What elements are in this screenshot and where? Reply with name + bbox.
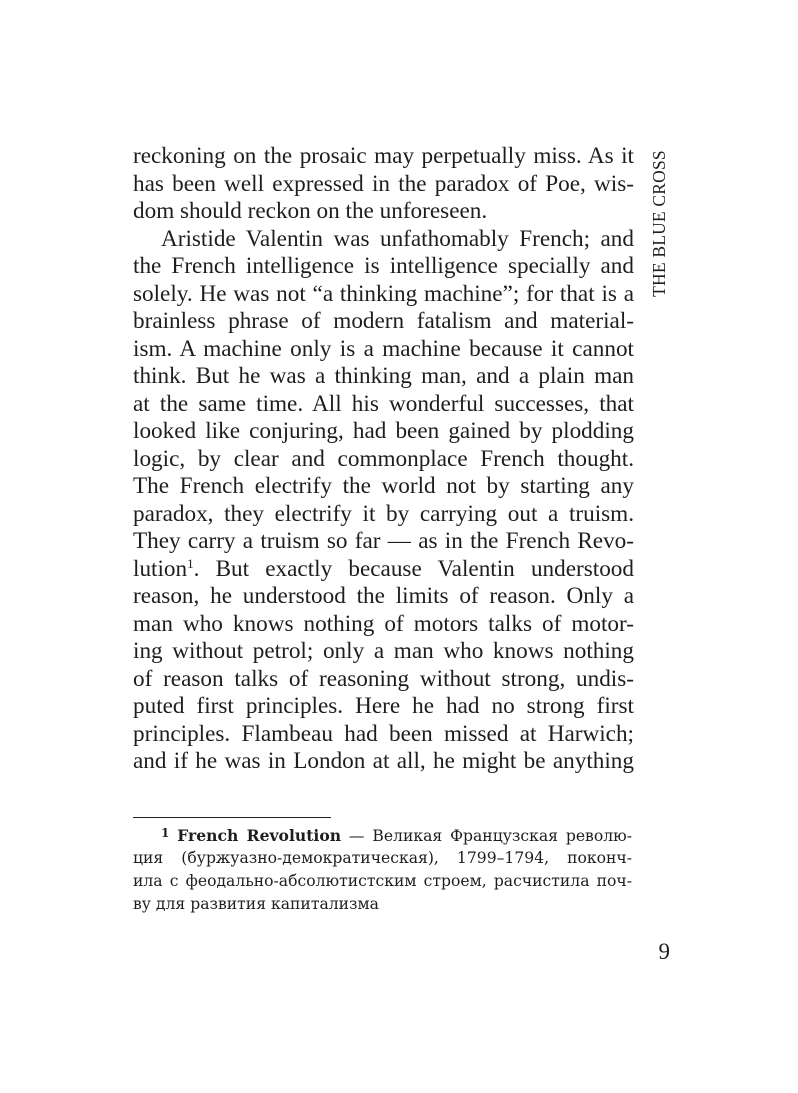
running-head (648, 148, 670, 298)
body-line: at the same time. All his wonderful successes, that (133, 391, 634, 417)
body-line: They carry a truism so far — as in the French Revo- (133, 528, 634, 554)
body-line: ing without petrol; only a man who knows nothing (133, 638, 634, 664)
body-line: has been well expressed in the paradox of Poe, wis- (133, 171, 634, 197)
footnote-line: ила с феодально-абсолютистским строем, расчистила поч- (133, 872, 632, 890)
footnote-line (161, 824, 632, 847)
body-line: man who knows nothing of motors talks of motor- (133, 611, 634, 637)
footnote-line: ву для развития капитализма (133, 895, 379, 913)
body-line: solely. He was not “a thinking machine”; for that is a (133, 281, 634, 307)
body-line: Aristide Valentin was unfathomably French; and (161, 226, 634, 252)
body-line: principles. Flambeau had been missed at Harwich; (133, 721, 634, 747)
footnote-separator (133, 817, 331, 818)
body-line: looked like conjuring, had been gained by plodding (133, 418, 634, 444)
running-head-text: THE BLUE CROSS (648, 149, 669, 297)
body-line: puted first principles. Here he had no strong first (133, 693, 634, 719)
body-line-rest: . But exactly because Valentin understood (193, 556, 634, 582)
body-line: paradox, they electrify it by carrying out a truism. (133, 501, 634, 527)
body-line: and if he was in London at all, he might be anything (133, 748, 634, 774)
page-number: 9 (658, 939, 670, 964)
body-line: ism. A machine only is a machine because it cannot (133, 336, 634, 362)
body-line-start: lution (133, 556, 188, 582)
body-line: the French intelligence is intelligence specially and (133, 253, 634, 279)
body-line: brainless phrase of modern fatalism and material- (133, 308, 634, 334)
body-line: reason, he understood the limits of reason. Only a (133, 583, 634, 609)
footnote-term: French Revolution (177, 826, 342, 845)
body-line: reckoning on the prosaic may perpetually miss. As it (133, 143, 634, 169)
body-line: logic, by clear and commonplace French thought. (133, 446, 634, 472)
body-line: dom should reckon on the unforeseen. (133, 198, 488, 224)
body-line: think. But he was a thinking man, and a plain man (133, 363, 634, 389)
footnote-text: — Великая Французская револю- (341, 827, 632, 845)
body-line (133, 556, 634, 584)
footnote-reference: 1 (187, 556, 194, 571)
footnote-number: 1 (161, 826, 170, 840)
body-line: of reason talks of reasoning without strong, undis- (133, 666, 634, 692)
footnote-line: ция (буржуазно-демократическая), 1799–1794, поконч- (133, 849, 632, 867)
body-line: The French electrify the world not by starting any (133, 473, 634, 499)
